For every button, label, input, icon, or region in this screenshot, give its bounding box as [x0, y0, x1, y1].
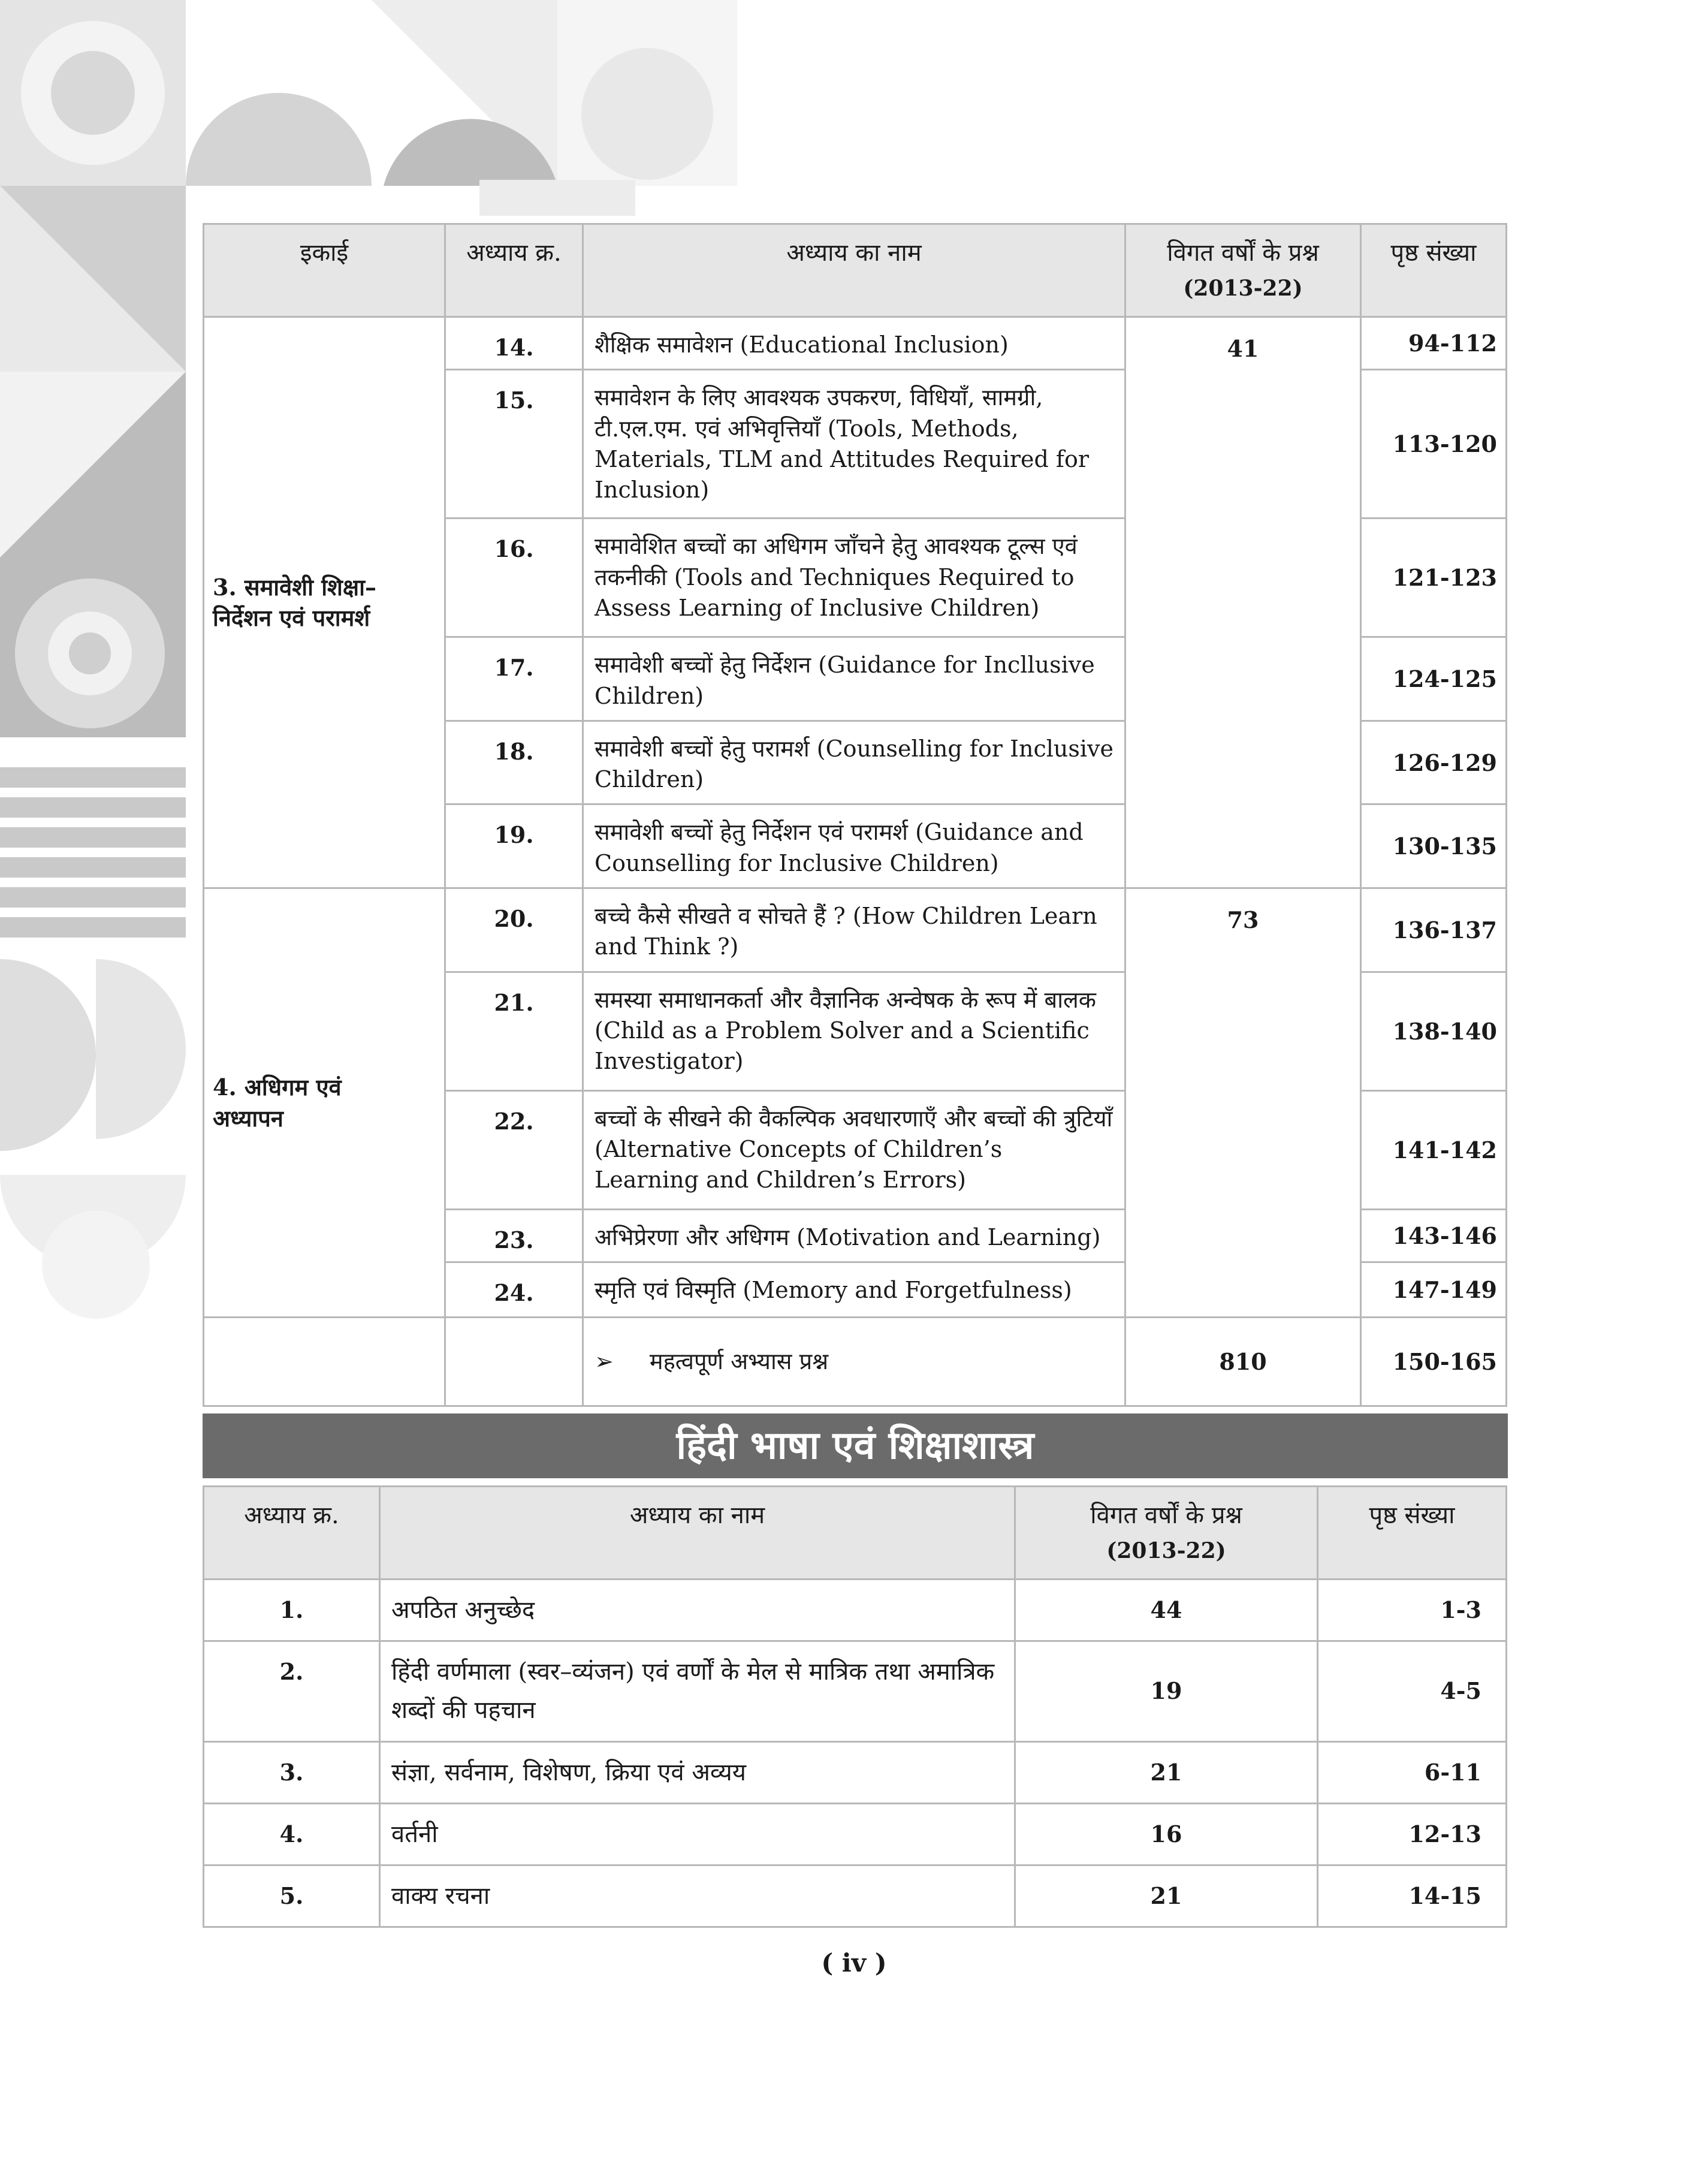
table-row: [204, 1804, 1507, 1865]
page-range: 126-129: [1361, 721, 1507, 804]
important-questions-count: 810: [1125, 1317, 1361, 1406]
toc-header-row: [204, 224, 1507, 317]
header-unit: इकाई: [204, 224, 445, 317]
prev-questions-count: 21: [1015, 1742, 1318, 1804]
page-range: 113-120: [1361, 370, 1507, 519]
chapter-number: 4.: [204, 1804, 380, 1865]
page-range: 6-11: [1318, 1742, 1507, 1804]
prev-questions-count: 21: [1015, 1865, 1318, 1927]
chapter-number: 1.: [204, 1580, 380, 1641]
chapter-number: 2.: [204, 1641, 380, 1742]
page-range: 94-112: [1361, 317, 1507, 370]
page-number: ( iv ): [821, 1948, 887, 1978]
prev-questions-count: 44: [1015, 1580, 1318, 1641]
chapter-title: वर्तनी: [380, 1804, 1015, 1865]
chapter-title: समस्या समाधानकर्ता और वैज्ञानिक अन्वेषक के रूप में बालक (Child as a Problem Solver and a Scientific Investigator): [583, 972, 1125, 1090]
chapter-title: हिंदी वर्णमाला (स्वर–व्यंजन) एवं वर्णों के मेल से मात्रिक तथा अमात्रिक शब्दों की पहचान: [380, 1641, 1015, 1742]
chapter-title: अभिप्रेरणा और अधिगम (Motivation and Learning): [583, 1209, 1125, 1262]
unit-label: 4. अधिगम एवं अध्यापन: [213, 1074, 342, 1132]
chapter-number: 15.: [445, 370, 583, 519]
page-range: 147-149: [1361, 1262, 1507, 1317]
important-questions-label: महत्वपूर्ण अभ्यास प्रश्न: [649, 1348, 829, 1375]
chapter-title: बच्चे कैसे सीखते व सोचते हैं ? (How Children Learn and Think ?): [583, 888, 1125, 972]
header-prev-questions: [1125, 224, 1361, 317]
chapter-title: समावेशी बच्चों हेतु निर्देशन (Guidance for Incllusive Children): [583, 637, 1125, 721]
page-range: 138-140: [1361, 972, 1507, 1090]
header-page-no: पृष्ठ संख्या: [1318, 1487, 1507, 1580]
chapter-number: 3.: [204, 1742, 380, 1804]
chapter-number: 5.: [204, 1865, 380, 1927]
empty-cell: [445, 1317, 583, 1406]
chapter-title: वाक्य रचना: [380, 1865, 1015, 1927]
toc-header-row: [204, 1487, 1507, 1580]
prev-questions-count: 19: [1015, 1641, 1318, 1742]
chapter-title: बच्चों के सीखने की वैकल्पिक अवधारणाएँ और बच्चों की त्रुटियाँ (Alternative Concepts of Children’s Learning and Children’s Errors): [583, 1090, 1125, 1209]
chapter-number: 19.: [445, 804, 583, 888]
chapter-title: स्मृति एवं विस्मृति (Memory and Forgetfulness): [583, 1262, 1125, 1317]
prev-questions-count: 16: [1015, 1804, 1318, 1865]
header-chapter-name: अध्याय का नाम: [583, 224, 1125, 317]
important-questions-cell: [583, 1317, 1125, 1406]
table-row: [204, 1742, 1507, 1804]
page-range: 4-5: [1318, 1641, 1507, 1742]
page-range: 121-123: [1361, 519, 1507, 637]
page-range: 130-135: [1361, 804, 1507, 888]
chapter-title: संज्ञा, सर्वनाम, विशेषण, क्रिया एवं अव्यय: [380, 1742, 1015, 1804]
header-page-no: पृष्ठ संख्या: [1361, 224, 1507, 317]
chapter-title: अपठित अनुच्छेद: [380, 1580, 1015, 1641]
header-years: (2013-22): [1106, 1538, 1226, 1563]
table-row: [204, 1865, 1507, 1927]
chapter-number: 22.: [445, 1090, 583, 1209]
unit-cell: [204, 888, 445, 1318]
chapter-title: समावेशी बच्चों हेतु निर्देशन एवं परामर्श (Guidance and Counselling for Inclusive Children): [583, 804, 1125, 888]
chapter-number: 16.: [445, 519, 583, 637]
important-page-range: 150-165: [1361, 1317, 1507, 1406]
table-row: [204, 888, 1507, 972]
header-chapter-name: अध्याय का नाम: [380, 1487, 1015, 1580]
chapter-number: 17.: [445, 637, 583, 721]
empty-cell: [204, 1317, 445, 1406]
page-range: 14-15: [1318, 1865, 1507, 1927]
header-years: (2013-22): [1183, 276, 1303, 301]
table-row: [204, 317, 1507, 370]
header-chapter-no: अध्याय क्र.: [445, 224, 583, 317]
arrow-bullet-icon: ➢: [595, 1348, 614, 1375]
section-title: हिंदी भाषा एवं शिक्षाशास्त्र: [203, 1413, 1508, 1478]
page-range: 124-125: [1361, 637, 1507, 721]
page-range: 12-13: [1318, 1804, 1507, 1865]
chapter-number: 18.: [445, 721, 583, 804]
header-chapter-no: अध्याय क्र.: [204, 1487, 380, 1580]
chapter-number: 14.: [445, 317, 583, 370]
page-range: 141-142: [1361, 1090, 1507, 1209]
prev-questions-count: 41: [1125, 317, 1361, 888]
prev-questions-count: 73: [1125, 888, 1361, 1318]
header-prev-questions-label: विगत वर्षों के प्रश्न: [1167, 239, 1319, 267]
chapter-number: 20.: [445, 888, 583, 972]
toc-table-hindi: [203, 1485, 1507, 1928]
chapter-title: समावेशन के लिए आवश्यक उपकरण, विधियाँ, सामग्री, टी.एल.एम. एवं अभिवृत्तियाँ (Tools, Methods, Materials, TLM and Attitudes Required for Inclusion): [583, 370, 1125, 519]
header-prev-questions-label: विगत वर्षों के प्रश्न: [1090, 1502, 1242, 1529]
page-range: 1-3: [1318, 1580, 1507, 1641]
chapter-title: समावेशी बच्चों हेतु परामर्श (Counselling for Inclusive Children): [583, 721, 1125, 804]
toc-table-inclusive: [203, 223, 1507, 1407]
table-row: [204, 1580, 1507, 1641]
page-range: 136-137: [1361, 888, 1507, 972]
chapter-number: 23.: [445, 1209, 583, 1262]
page-range: 143-146: [1361, 1209, 1507, 1262]
chapter-title: समावेशित बच्चों का अधिगम जाँचने हेतु आवश्यक टूल्स एवं तकनीकी (Tools and Techniques Required to Assess Learning of Inclusive Children): [583, 519, 1125, 637]
unit-cell: [204, 317, 445, 888]
chapter-number: 21.: [445, 972, 583, 1090]
unit-label: 3. समावेशी शिक्षा– निर्देशन एवं परामर्श: [213, 573, 376, 632]
header-prev-questions: [1015, 1487, 1318, 1580]
table-row: [204, 1641, 1507, 1742]
chapter-number: 24.: [445, 1262, 583, 1317]
chapter-title: शैक्षिक समावेशन (Educational Inclusion): [583, 317, 1125, 370]
important-row: [204, 1317, 1507, 1406]
